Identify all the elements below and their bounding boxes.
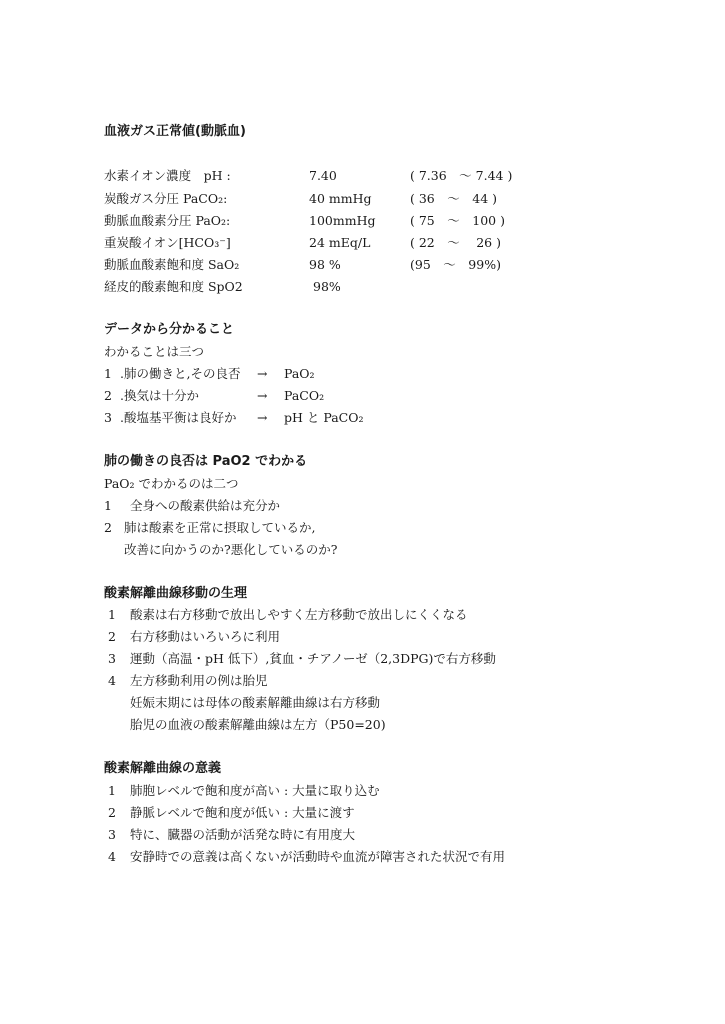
arrow-icon: → (257, 366, 268, 381)
item-number: 3 (108, 827, 116, 842)
row-value: 24 mEq/L (309, 235, 371, 250)
item-text: 特に、臓器の活動が活発な時に有用度大 (130, 827, 356, 842)
row-label: 重炭酸イオン[HCO₃⁻] (104, 235, 231, 250)
item-continuation: 妊娠末期には母体の酸素解離曲線は右方移動 (130, 695, 381, 710)
row-value: 40 mmHg (309, 191, 372, 206)
item-number: 3 (104, 410, 112, 425)
item-number: 2 (104, 388, 112, 403)
item-text: 左方移動利用の例は胎児 (130, 673, 268, 688)
row-label: 経皮的酸素飽和度 SpO2 (104, 279, 243, 294)
row-label: 動脈血酸素飽和度 SaO₂ (104, 257, 240, 272)
item-text: .肺の働きと,その良否 (120, 366, 241, 381)
arrow-icon: → (257, 388, 268, 403)
item-text: 肺胞レベルで飽和度が高い : 大量に取り込む (130, 783, 380, 798)
item-text: 酸素は右方移動で放出しやすく左方移動で放出しにくくなる (130, 607, 468, 622)
row-label: 水素イオン濃度 pH : (104, 168, 231, 183)
section-title: 酸素解離曲線移動の生理 (104, 586, 248, 601)
item-result: PaCO₂ (284, 388, 325, 403)
item-number: 4 (108, 849, 116, 864)
section-title: データから分かること (104, 322, 235, 337)
section-intro: わかることは三つ (104, 344, 205, 359)
item-text: .酸塩基平衡は良好か (120, 410, 237, 425)
item-result: pH と PaCO₂ (284, 410, 364, 425)
item-text: 肺は酸素を正常に摂取しているか, (124, 520, 316, 535)
section-intro: PaO₂ でわかるのは二つ (104, 476, 239, 491)
item-text: 右方移動はいろいろに利用 (130, 629, 281, 644)
blood-gas-title: 血液ガス正常値(動脈血) (104, 124, 246, 139)
item-number: 2 (108, 629, 116, 644)
item-continuation: 胎児の血液の酸素解離曲線は左方（P50=20) (130, 717, 386, 732)
row-range: ( 22 ～ 26 ) (410, 235, 501, 250)
item-result: PaO₂ (284, 366, 315, 381)
item-text: 全身への酸素供給は充分か (130, 498, 281, 513)
item-number: 2 (108, 805, 116, 820)
item-number: 1 (104, 366, 112, 381)
item-text: 安静時での意義は高くないが活動時や血流が障害された状況で有用 (130, 849, 506, 864)
arrow-icon: → (257, 410, 268, 425)
row-value: 7.40 (309, 168, 337, 183)
row-label: 動脈血酸素分圧 PaO₂: (104, 213, 231, 228)
item-number: 3 (108, 651, 116, 666)
item-text: 静脈レベルで飽和度が低い : 大量に渡す (130, 805, 355, 820)
item-continuation: 改善に向かうのか?悪化しているのか? (124, 542, 338, 557)
row-value: 98 % (309, 257, 341, 272)
row-label: 炭酸ガス分圧 PaCO₂: (104, 191, 228, 206)
row-range: ( 75 ～ 100 ) (410, 213, 505, 228)
item-text: 運動（高温・pH 低下）,貧血・チアノーゼ（2,3DPG)で右方移動 (130, 651, 496, 666)
row-value: 100mmHg (309, 213, 376, 228)
row-range: ( 7.36 ～ 7.44 ) (410, 168, 513, 183)
item-number: 1 (108, 783, 116, 798)
section-title: 酸素解離曲線の意義 (104, 761, 222, 776)
item-number: 2 (104, 520, 112, 535)
row-value: 98% (313, 279, 341, 294)
item-number: 4 (108, 673, 116, 688)
item-number: 1 (104, 498, 112, 513)
section-title: 肺の働きの良否は PaO2 でわかる (104, 454, 308, 469)
row-range: (95 ～ 99%) (410, 257, 501, 272)
item-text: .換気は十分か (120, 388, 199, 403)
item-number: 1 (108, 607, 116, 622)
row-range: ( 36 ～ 44 ) (410, 191, 498, 206)
